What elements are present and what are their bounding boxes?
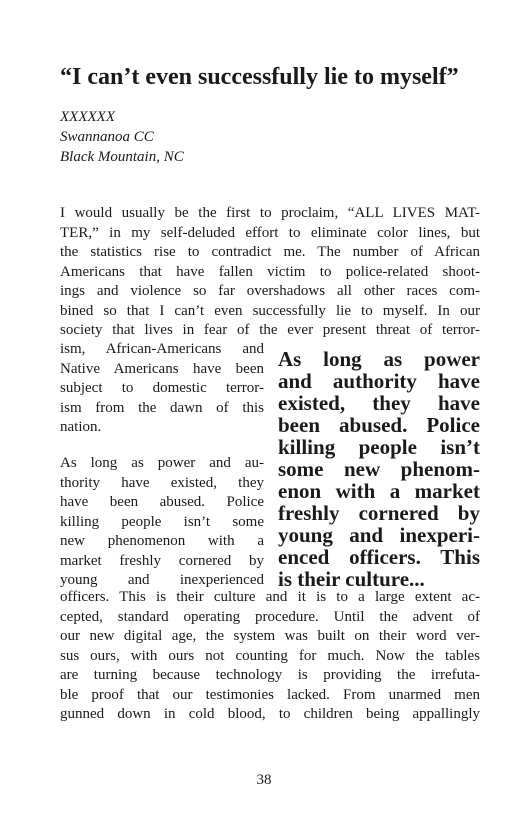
column-line: As long as power and au- [60, 455, 264, 471]
column-line: Native Americans have been [60, 360, 264, 377]
column-text-1 [60, 340, 264, 438]
body-line: society that lives in fear of the ever present threat of terror- [60, 322, 480, 338]
column-line: new phenomenon with a [60, 533, 264, 549]
pull-quote-line: enced officers. This [278, 545, 480, 569]
body-line: officers. This is their culture and it is to a large extent ac- [60, 589, 480, 605]
body-paragraph-1 [60, 204, 480, 341]
pull-quote-line: young and inexperi- [278, 523, 480, 547]
author-location: Black Mountain, NC [60, 149, 184, 165]
column-line: have been abused. Police [60, 494, 264, 510]
body-line: gunned down in cold blood, to children being appallingly [60, 706, 480, 722]
pull-quote [278, 348, 480, 590]
pull-quote-line: existed, they have [278, 391, 480, 415]
body-line: I would usually be the first to proclaim, “ALL LIVES MAT- [60, 205, 480, 221]
pull-quote-line: is their culture... [278, 567, 425, 591]
body-line: bined so that I can’t even successfully lie to myself. In our [60, 302, 480, 319]
column-line: market freshly cornered by [60, 552, 264, 569]
pull-quote-line: and authority have [278, 369, 480, 393]
author-name: XXXXXX [60, 109, 115, 125]
page-number: 38 [256, 772, 272, 788]
column-text-2 [60, 454, 264, 591]
pull-quote-line: killing people isn’t [278, 435, 480, 459]
article-title: “I can’t even successfully lie to myself” [60, 64, 459, 90]
body-paragraph-2 [60, 588, 480, 725]
body-line: ble proof that our testimonies lacked. From unarmed men [60, 686, 480, 703]
byline [60, 107, 360, 167]
body-line: Americans that have fallen victim to police-related shoot- [60, 263, 480, 280]
column-line: thority have existed, they [60, 474, 264, 491]
column-line: nation. [60, 419, 102, 435]
pull-quote-line: some new phenom- [278, 457, 480, 481]
body-line: are turning because technology is providing the irrefuta- [60, 667, 480, 683]
body-line: cepted, standard operating procedure. Until the advent of [60, 608, 480, 625]
column-line: ism from the dawn of this [60, 399, 264, 416]
pull-quote-line: As long as power [278, 347, 480, 371]
pull-quote-line: been abused. Police [278, 413, 480, 437]
body-line: the statistics rise to contradict me. The number of African [60, 244, 480, 260]
body-line: TER,” in my self-deluded effort to eliminate color lines, but [60, 224, 480, 241]
body-line: ings and violence so far overshadows all other races com- [60, 283, 480, 299]
column-line: killing people isn’t some [60, 513, 264, 530]
column-line: ism, African-Americans and [60, 341, 264, 357]
pull-quote-line: freshly cornered by [278, 501, 480, 525]
pull-quote-line: enon with a market [278, 479, 480, 503]
column-line: young and inexperienced [60, 572, 264, 588]
author-school: Swannanoa CC [60, 129, 154, 145]
body-line: sus ours, with ours not counting for much. Now the tables [60, 647, 480, 664]
body-line: our new digital age, the system was built on their word ver- [60, 628, 480, 644]
column-line: subject to domestic terror- [60, 380, 264, 396]
